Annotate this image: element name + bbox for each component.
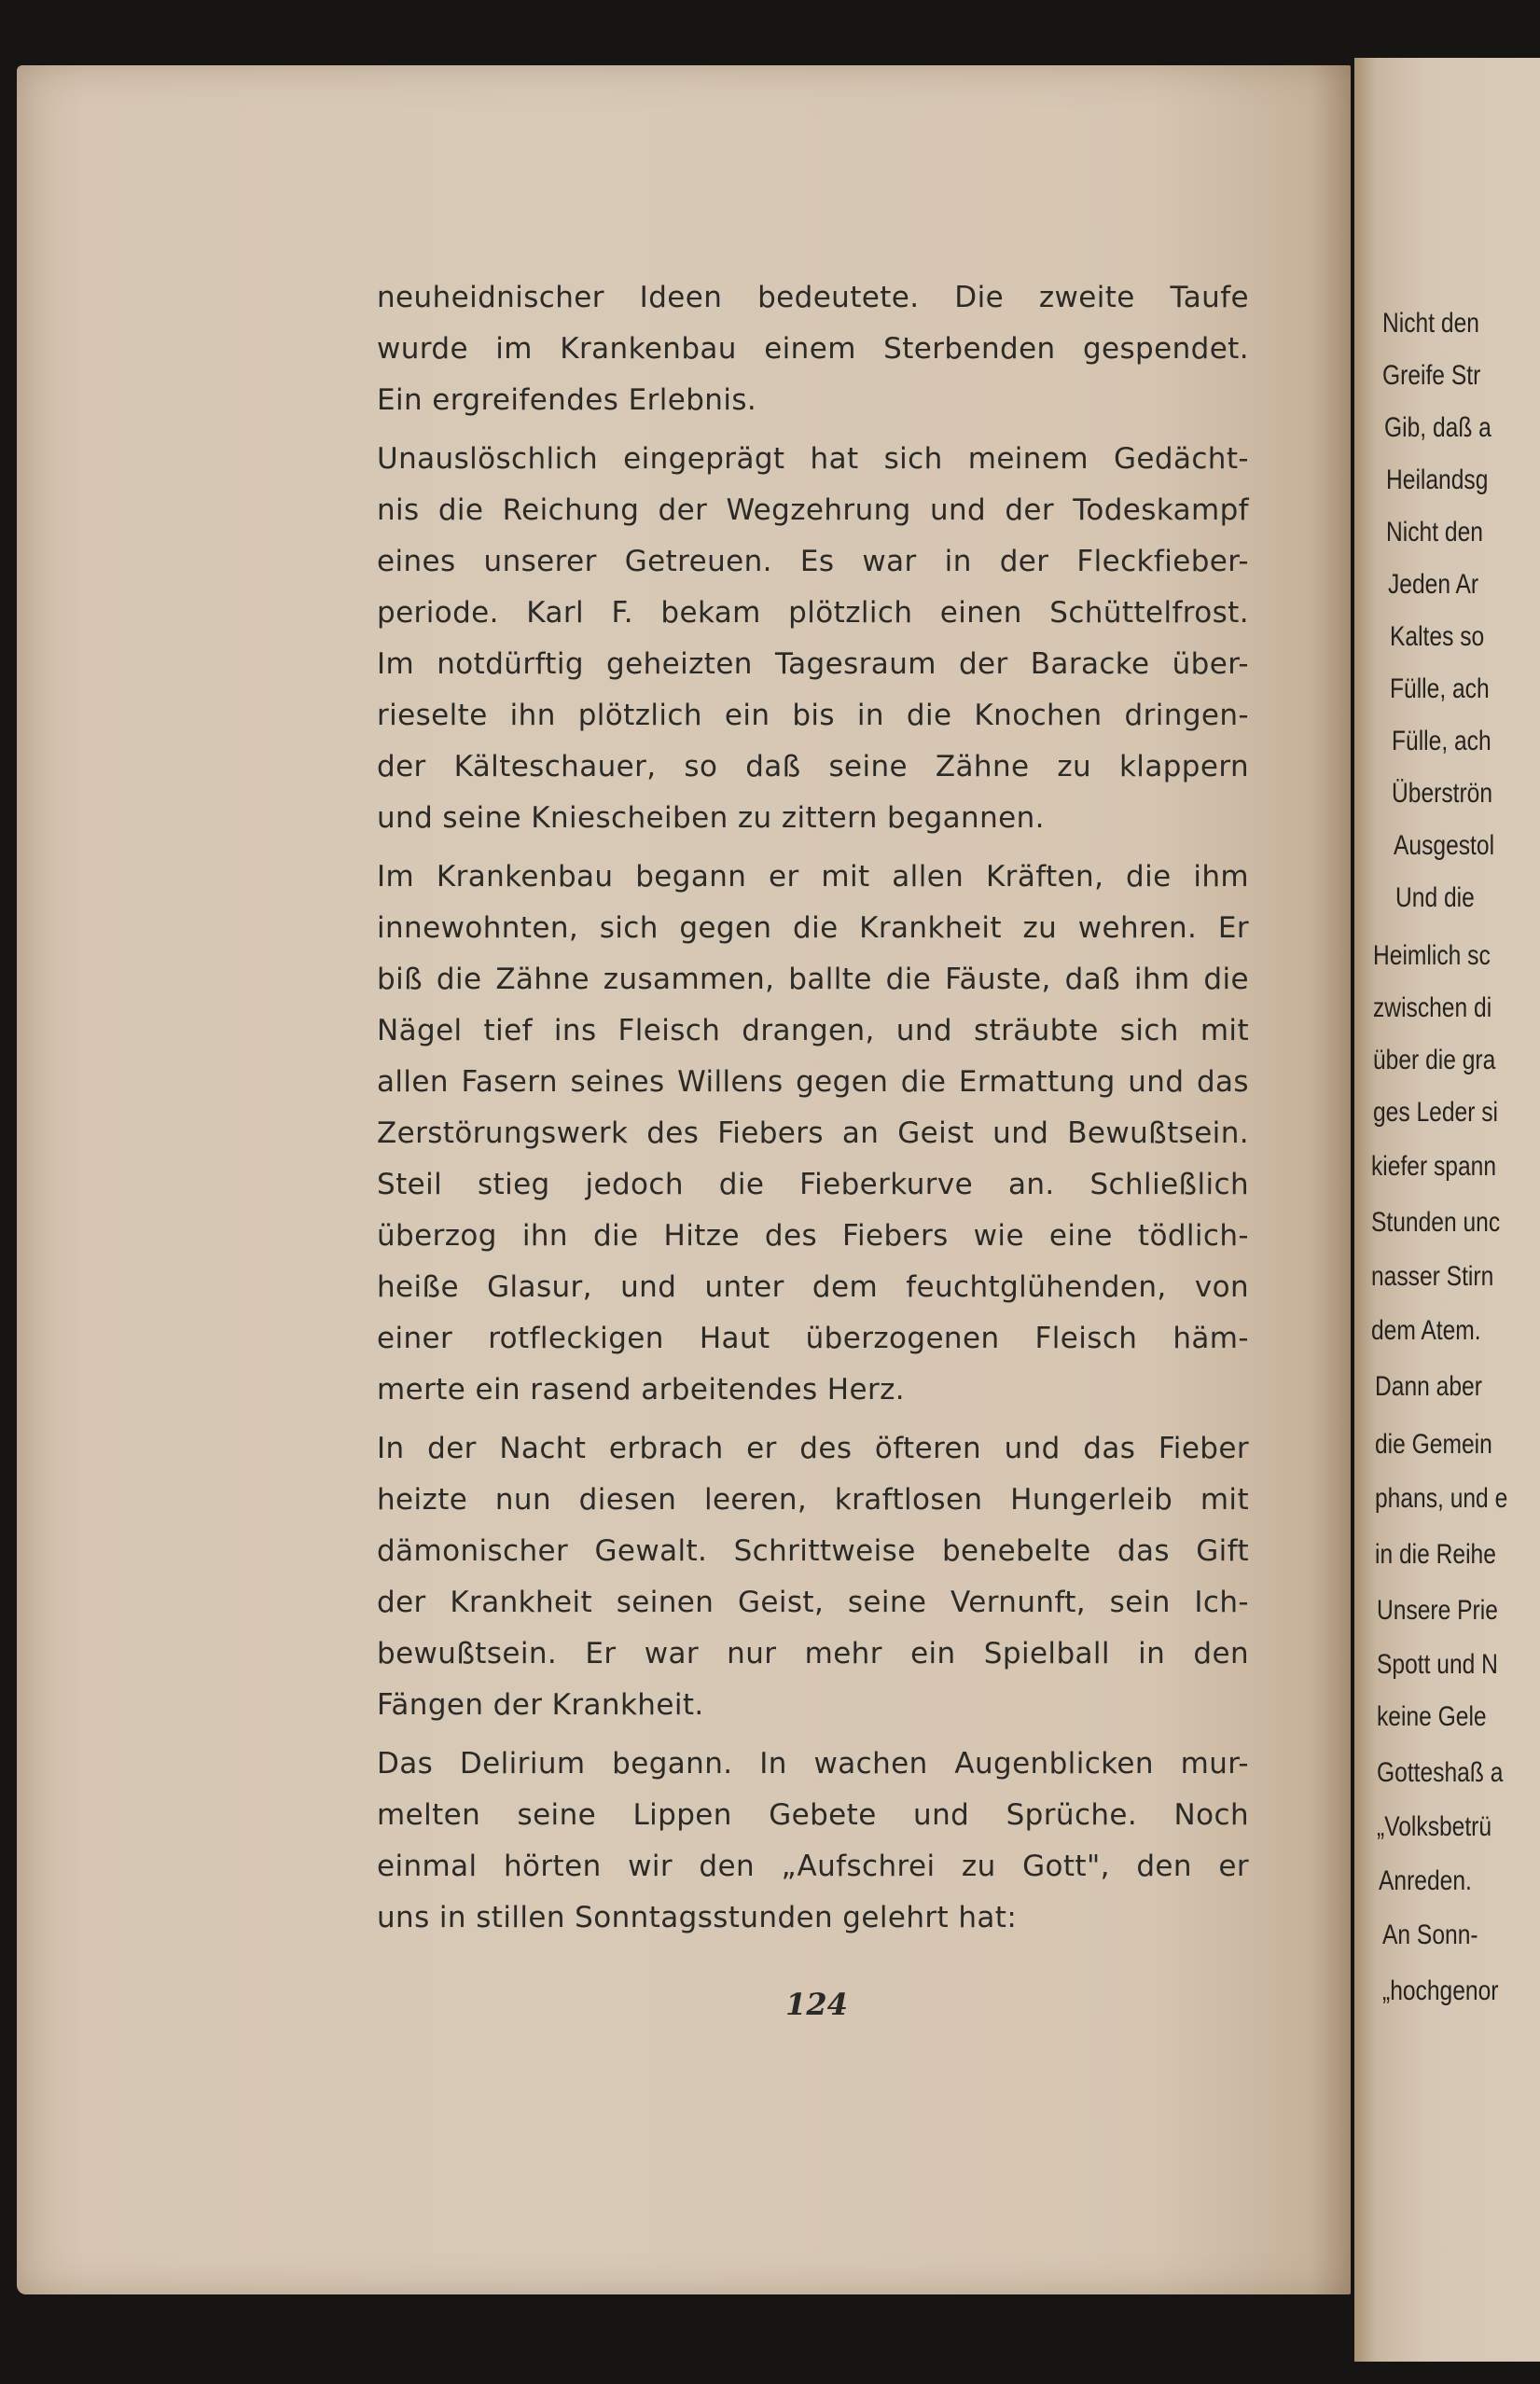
text-line: neuheidnischer Ideen bedeutete. Die zweite Taufe <box>377 281 1249 314</box>
text-line: In der Nacht erbrach er des öfteren und das Fieber <box>377 1432 1249 1465</box>
right-page-line: über die gra <box>1373 1045 1496 1075</box>
right-page-line: nasser Stirn <box>1371 1261 1494 1292</box>
text-line: Unauslöschlich eingeprägt hat sich meinem Gedächt- <box>377 442 1249 476</box>
right-page-line: in die Reihe <box>1375 1539 1496 1570</box>
right-page-line: die Gemein <box>1375 1429 1492 1460</box>
right-page-line: Anreden. <box>1379 1865 1472 1896</box>
page-number: 124 <box>785 1987 848 2022</box>
text-line: innewohnten, sich gegen die Krankheit zu wehren. Er <box>377 911 1249 945</box>
text-line: Im notdürftig geheizten Tagesraum der Baracke über- <box>377 647 1249 681</box>
right-page-line: Greife Str <box>1382 360 1481 391</box>
right-page-line: Unsere Prie <box>1377 1595 1498 1626</box>
right-page-line: Fülle, ach <box>1392 726 1491 756</box>
paragraph <box>377 852 1249 1416</box>
right-page-line: Und die <box>1395 882 1475 913</box>
text-line: Im Krankenbau begann er mit allen Kräften, die ihm <box>377 860 1249 894</box>
text-line: bewußtsein. Er war nur mehr ein Spielball in den <box>377 1637 1249 1670</box>
right-page-line: ges Leder si <box>1373 1097 1499 1128</box>
body-text <box>377 272 1249 1951</box>
paragraph <box>377 1423 1249 1731</box>
text-line: einmal hörten wir den „Aufschrei zu Gott", den er <box>377 1850 1249 1883</box>
text-line: eines unserer Getreuen. Es war in der Fleckfieber- <box>377 545 1249 578</box>
text-line: merte ein rasend arbeitendes Herz. <box>377 1373 906 1407</box>
right-page-line: Dann aber <box>1375 1371 1482 1402</box>
right-page-line: zwischen di <box>1373 992 1492 1023</box>
right-page <box>1354 58 1540 2362</box>
right-page-line: Jeden Ar <box>1388 569 1479 600</box>
text-line: heizte nun diesen leeren, kraftlosen Hungerleib mit <box>377 1483 1249 1517</box>
right-page-text <box>1354 58 1540 2362</box>
right-page-line: Heilandsg <box>1386 464 1489 495</box>
right-page-line: An Sonn- <box>1382 1920 1478 1950</box>
text-line: allen Fasern seines Willens gegen die Ermattung und das <box>377 1065 1249 1099</box>
text-line: überzog ihn die Hitze des Fiebers wie eine tödlich- <box>377 1219 1249 1253</box>
text-line: Zerstörungswerk des Fiebers an Geist und Bewußtsein. <box>377 1116 1249 1150</box>
text-line: Das Delirium begann. In wachen Augenblicken mur- <box>377 1747 1249 1781</box>
text-line: dämonischer Gewalt. Schrittweise benebelte das Gift <box>377 1534 1249 1568</box>
right-page-line: Nicht den <box>1386 517 1483 547</box>
text-line: Fängen der Krankheit. <box>377 1688 704 1722</box>
left-page <box>17 65 1351 2294</box>
paragraph <box>377 434 1249 844</box>
right-page-line: kiefer spann <box>1371 1151 1497 1182</box>
text-line: nis die Reichung der Wegzehrung und der Todeskampf <box>377 493 1249 527</box>
right-page-line: Gib, daß a <box>1384 412 1491 443</box>
text-line: der Krankheit seinen Geist, seine Vernunft, sein Ich- <box>377 1586 1249 1619</box>
right-page-line: dem Atem. <box>1371 1315 1481 1346</box>
text-line: und seine Kniescheiben zu zittern begannen. <box>377 801 1045 835</box>
text-line: uns in stillen Sonntagsstunden gelehrt hat: <box>377 1901 1018 1934</box>
right-page-line: Heimlich sc <box>1373 940 1491 971</box>
text-line: Nägel tief ins Fleisch drangen, und sträubte sich mit <box>377 1014 1249 1047</box>
right-page-line: Überströn <box>1392 778 1493 809</box>
text-line: rieselte ihn plötzlich ein bis in die Knochen dringen- <box>377 699 1249 732</box>
text-line: Steil stieg jedoch die Fieberkurve an. Schließlich <box>377 1168 1249 1201</box>
paragraph <box>377 272 1249 426</box>
right-page-line: Nicht den <box>1382 308 1479 339</box>
text-line: periode. Karl F. bekam plötzlich einen Schüttelfrost. <box>377 596 1249 630</box>
right-page-line: keine Gele <box>1377 1701 1487 1732</box>
text-line: biß die Zähne zusammen, ballte die Fäuste, daß ihm die <box>377 963 1249 996</box>
right-page-line: „hochgenor <box>1382 1975 1499 2006</box>
right-page-line: Ausgestol <box>1394 830 1495 861</box>
right-page-line: Stunden unc <box>1371 1207 1501 1238</box>
text-line: wurde im Krankenbau einem Sterbenden gespendet. <box>377 332 1249 366</box>
right-page-line: Kaltes so <box>1390 621 1485 652</box>
text-line: einer rotfleckigen Haut überzogenen Fleisch häm- <box>377 1322 1249 1355</box>
right-page-line: Fülle, ach <box>1390 673 1490 704</box>
text-line: der Kälteschauer, so daß seine Zähne zu klappern <box>377 750 1249 783</box>
right-page-line: „Volksbetrü <box>1377 1811 1492 1842</box>
right-page-line: phans, und e <box>1375 1483 1508 1514</box>
right-page-line: Gotteshaß a <box>1377 1757 1504 1788</box>
text-line: Ein ergreifendes Erlebnis. <box>377 383 757 417</box>
paragraph <box>377 1739 1249 1944</box>
text-line: melten seine Lippen Gebete und Sprüche. Noch <box>377 1798 1249 1832</box>
text-line: heiße Glasur, und unter dem feuchtglühenden, von <box>377 1270 1249 1304</box>
right-page-line: Spott und N <box>1377 1649 1498 1680</box>
